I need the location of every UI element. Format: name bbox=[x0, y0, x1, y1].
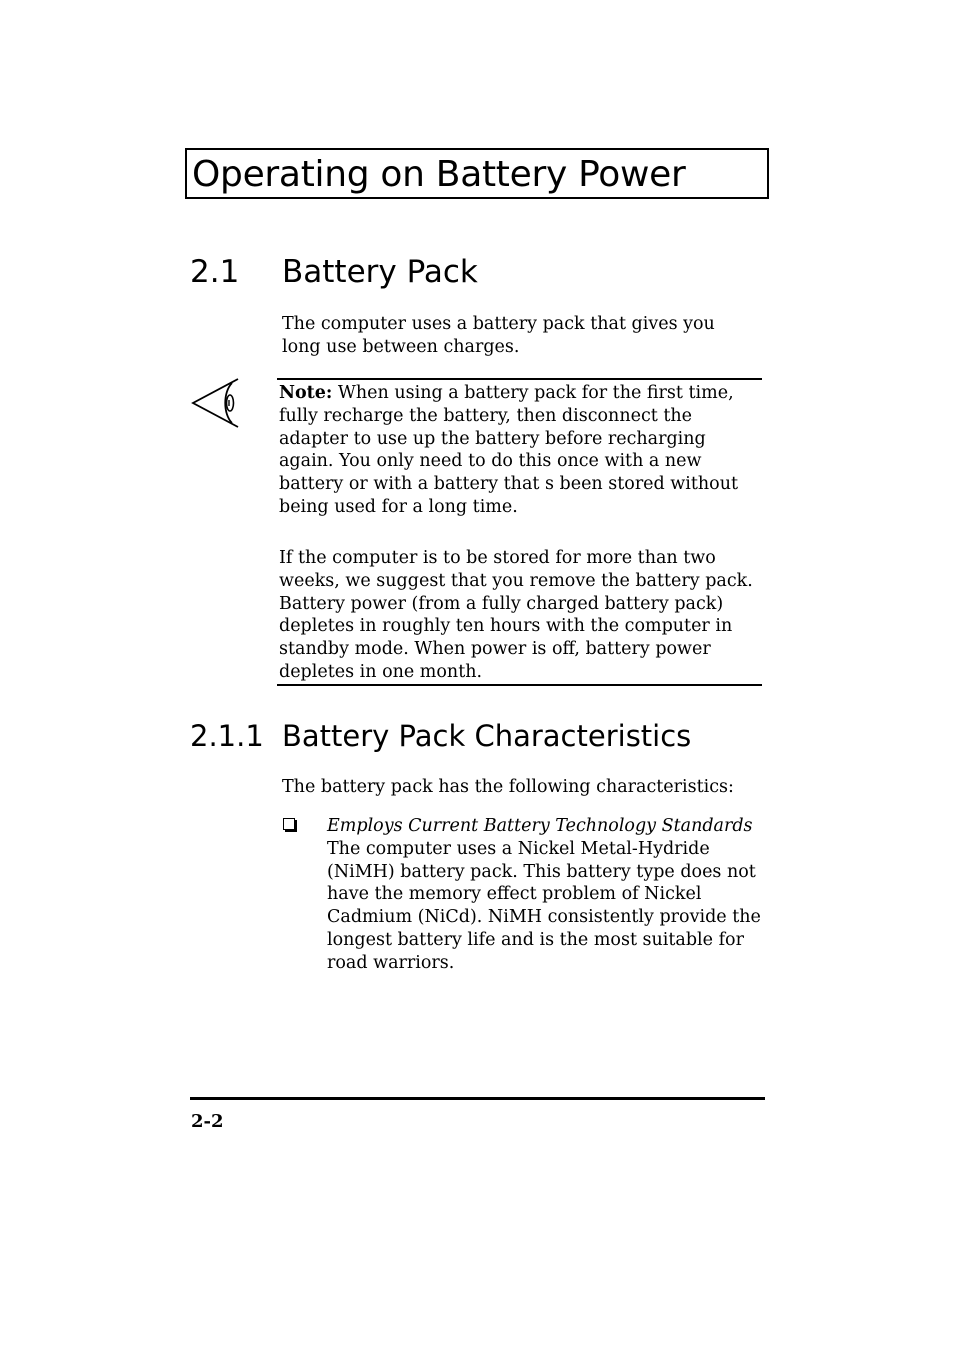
bullet-lead: Employs Current Battery Technology Standards bbox=[327, 816, 753, 836]
note-text: When using a battery pack for the first time, fully recharge the battery, then disconnect the adapter to use up the battery before recharging again. You only need to do this once with a new battery or with a battery that s been stored without being used for a long time. bbox=[279, 383, 739, 517]
subsection-heading bbox=[190, 716, 750, 756]
characteristics-intro: The battery pack has the following characteristics: bbox=[282, 777, 734, 797]
storage-note-paragraph: If the computer is to be stored for more than two weeks, we suggest that you remove the battery pack. Battery power (from a fully charged battery pack) depletes in roughly ten hours with the computer in standby mode. When power is off, battery power depletes in one month. bbox=[279, 548, 753, 682]
footer-rule bbox=[190, 1097, 765, 1100]
chapter-title: Operating on Battery Power bbox=[192, 154, 686, 195]
note-paragraph bbox=[279, 382, 761, 519]
subsection-number: 2.1.1 bbox=[190, 719, 264, 753]
intro-paragraph: The computer uses a battery pack that gives you long use between charges. bbox=[282, 314, 715, 357]
eye-icon bbox=[190, 377, 242, 429]
checkbox-bullet-icon bbox=[283, 818, 295, 830]
chapter-title-box bbox=[185, 148, 769, 199]
section-number: 2.1 bbox=[190, 254, 240, 290]
note-top-rule bbox=[277, 378, 762, 380]
list-item bbox=[327, 815, 765, 975]
note-bottom-rule bbox=[277, 684, 762, 686]
bullet-text: The computer uses a Nickel Metal-Hydride (NiMH) battery pack. This battery type does not have the memory effect problem of Nickel Cadmium (NiCd). NiMH consistently provide the longest battery life and is the most suitable for road warriors. bbox=[327, 838, 761, 973]
section-heading bbox=[190, 252, 750, 292]
section-title: Battery Pack bbox=[282, 254, 478, 290]
note-label: Note: bbox=[279, 383, 333, 403]
subsection-title: Battery Pack Characteristics bbox=[282, 719, 692, 753]
page-number: 2-2 bbox=[191, 1111, 224, 1132]
